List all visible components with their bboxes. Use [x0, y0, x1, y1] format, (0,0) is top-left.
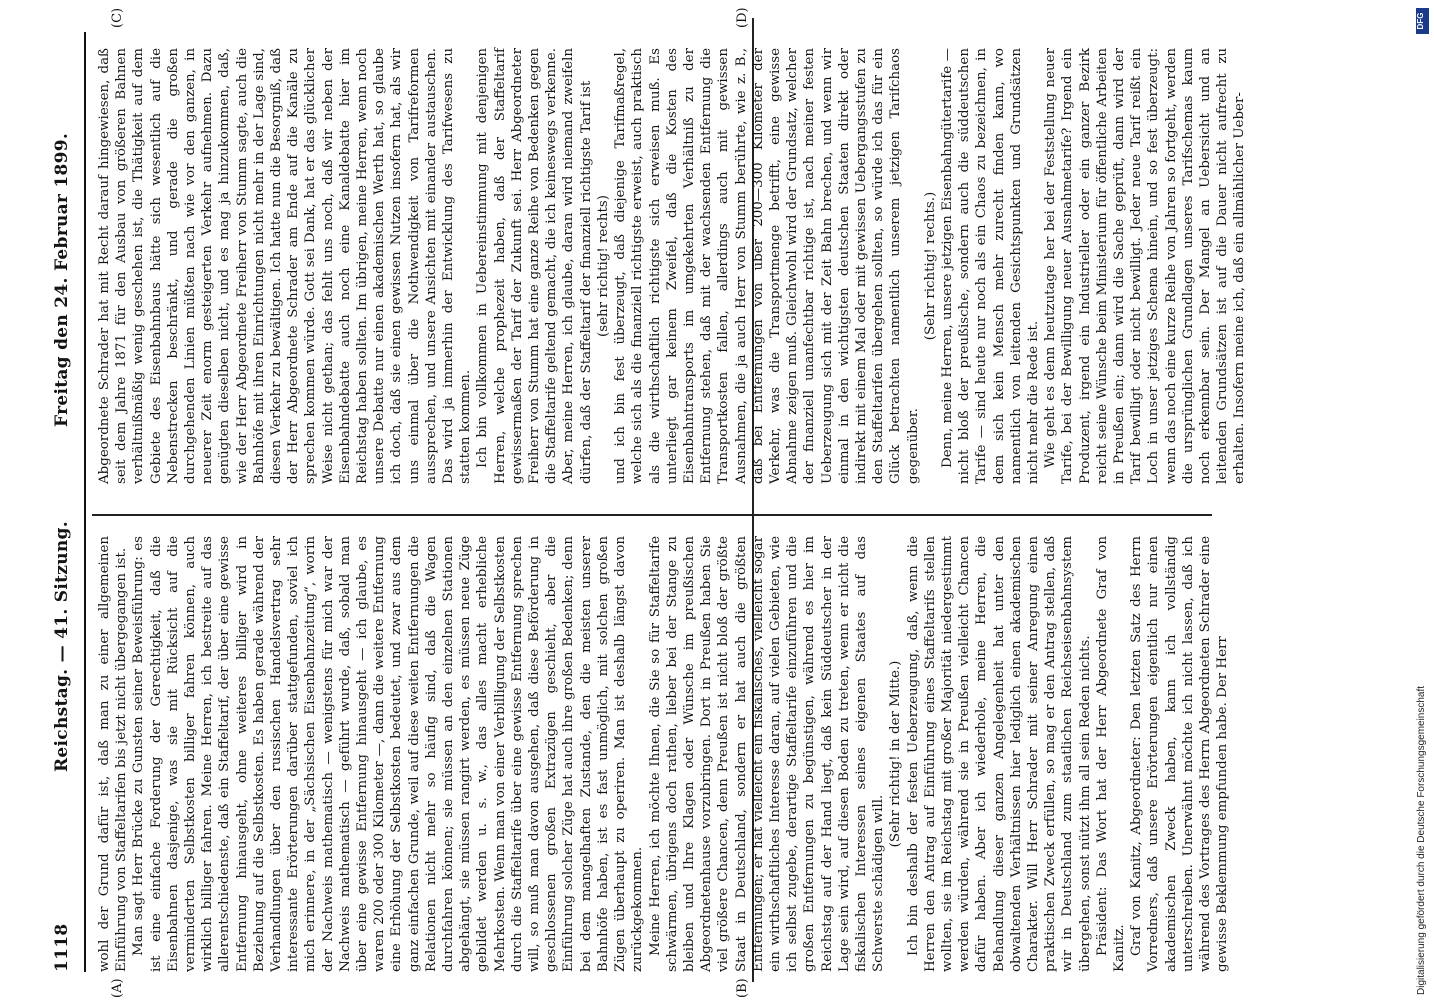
paragraph: Wie geht es denn heutzutage her bei der Feststellung neuer Tarife, bei der Bewilligung neuer Ausnahmetarife? Irgend ein Produzent, irgend ein Industrieller oder ein ganzer Bezirk reicht seine Wünsche beim Ministerium für öffentliche Arbeiten in Preußen ein; dann wird die Sache geprüft, dann wird der Tarif bewilligt oder nicht bewilligt. Jeder neue Tarif reißt ein Loch in unser jetziges Schema hinein, und so fest überzeugt: wenn das noch eine kurze Reihe von Jahren so fortgeht, werden die ursprünglichen Grundlagen unseres Tarifschemas kaum noch erkennbar sein. Der Mangel an Uebersicht und an leitenden Grundsätzen ist auf die Dauer nicht aufrecht zu erhalten. Insofern meine ich, daß ein allmählicher Ueber- — [1043, 48, 1248, 484]
margin-mark-d: (D) — [735, 7, 750, 28]
paragraph: Man sagt Herr Brücke zu Gunsten seiner Beweisführung: es ist eine einfache Forderung der Gerechtigkeit, daß die Eisenbahnen dasjenige, was sie mit Rücksicht auf die verminderten Selbstkosten billiger fahren können, auch wirklich billiger fahren. Meine Herren, ich bestreite auf das allerentschiedenste, daß ein Staffeltarif, der über eine gewisse Entfernung hinausgeht, ohne weiteres billiger wird in Beziehung auf die Selbstkosten. Es haben gerade während der Verhandlungen über den russischen Handelsvertrag sehr interessante Erörterungen darüber stattgefunden, soviel ich mich erinnere, in der „Sächsischen Eisenbahnzeitung“, worin der Nachweis mathematisch — wenigstens für mich war der Nachweis mathematisch — geführt wurde, daß, sobald man über eine gewisse Entfernung hinausgeht — ich glaube, es waren 200 oder 300 Kilometer —, dann die weitere Entfernung eine Erhöhung der Selbstkosten bedeutet, und zwar aus dem ganz einfachen Grunde, weil auf diese weiten Entfernungen die Relationen nicht mehr so häufig sind, daß die Wagen durchfahren können; sie müssen an den einzelnen Stationen abgehängt, sie müssen rangirt werden, es müssen neue Züge gebildet werden u. s. w., das alles macht erhebliche Mehrkosten. Wenn man von einer Verbilligung der Selbstkosten durch die Staffeltarife über eine gewisse Entfernung sprechen will, so muß man davon ausgehen, daß diese Beförderung in geschlossenen großen Extrazügen geschieht, aber die Einführung solcher Züge hat auch ihre großen Bedenken; denn bei dem mangelhaften Zustande, den die meisten unserer Bahnhöfe haben, ist es fast unmöglich, mit solchen großen Zügen überhaupt zu operiren. Man ist deshalb längst davon zurückgekommen. — [131, 536, 646, 972]
paragraph: Ich bin vollkommen in Uebereinstimmung mit denjenigen Herren, welche prophezeit haben, daß der Staffeltarif gewissermaßen der Tarif der Zukunft sei. Herr Abgeordneter Freiherr von Stumm hat eine ganze Reihe von Bedenken gegen die Staffeltarife geltend gemacht, die ich keineswegs verkenne. Aber, meine Herren, ich glaube, daran wird niemand zweifeln dürfen, daß der Staffeltarif der finanziell richtigste Tarif ist — [475, 48, 594, 484]
interjection: (sehr richtig! rechts) — [595, 195, 611, 337]
margin-mark-b: (B) — [735, 978, 750, 998]
header-rule — [84, 32, 86, 972]
left-column — [96, 536, 1231, 972]
page-number: 1118 — [52, 923, 72, 972]
column-divider — [92, 514, 1212, 516]
margin-mark-a: (A) — [110, 978, 125, 998]
speaker-paragraph: Präsident: Das Wort hat der Herr Abgeordnete Graf von Kanitz. — [1094, 536, 1127, 972]
interjection: (Sehr richtig! rechts.) — [922, 191, 938, 341]
funding-note: Digitalisierung gefördert durch die Deutsche Forschungsgemeinschaft — [1416, 685, 1427, 995]
paragraph: wohl der Grund dafür ist, daß man zu einer allgemeinen Einführung von Staffeltarifen bis jetzt nicht übergegangen ist. — [97, 536, 130, 972]
paragraph: Ich bin deshalb der festen Ueberzeugung, daß, wenn die Herren den Antrag auf Einführung eines Staffeltarifs stellen wollten, sie im Reichstag mit großer Majorität niedergestimmt werden würden, während sie in Preußen vielleicht Chancen dafür haben. Aber ich wiederhole, meine Herren, die Behandlung dieser ganzen Angelegenheit hat unter den obwaltenden Verhältnissen hier lediglich einen akademischen Charakter. Will Herr Schrader mit seiner Anregung einen praktischen Zweck erfüllen, so mag er den Antrag stellen, daß wir in Deutschland zum staatlichen Reichseisenbahnsystem übergehen, sonst nützt ihm all sein Reden nichts. — [905, 536, 1093, 972]
speaker-paragraph: Graf von Kanitz, Abgeordneter: Den letzten Satz des Herrn Vorredners, daß unsere Erörterungen eigentlich nur einen akademischen Zweck haben, kann ich vollständig unterschreiben. Unerwähnt möchte ich nicht lassen, daß ich während des Vortrages des Herrn Abgeordneten Schrader eine gewisse Beklemmung empfunden habe. Der Herr — [1129, 536, 1231, 972]
right-column — [96, 48, 1249, 484]
paragraph: Meine Herren, ich möchte Ihnen, die Sie so für Staffeltarife schwärmen, übrigens doch rathen, lieber bei der Stange zu bleiben und Ihre Klagen oder Wünsche im preußischen Abgeordnetenhause vorzubringen. Dort in Preußen haben Sie viel größere Chancen, denn Preußen ist nicht bloß der größte Staat in Deutschland, sondern er hat auch die größten Entfernungen; er hat vielleicht ein fiskalisches, vielleicht sogar ein wirthschaftliches Interesse daran, auf vielen Gebieten, wie ich selbst zugebe, derartige Staffeltarife einzuführen und die großen Entfernungen zu begünstigen, während es hier im Reichstag auf der Hand liegt, daß kein Süddeutscher in der Lage sein wird, auf diesen Boden zu treten, wenn er nicht die fiskalischen Interessen seines eigenen Staates auf das Schwerste schädigen will. — [647, 536, 887, 972]
margin-mark-c: (C) — [110, 7, 125, 28]
dfg-logo: DFG — [1416, 8, 1429, 34]
paragraph: und ich bin fest überzeugt, daß diejenige Tarifmaßregel, welche sich als die finanziell richtigste erweist, auch praktisch als die wirthschaftlich richtigste sich erweisen muß. Es unterliegt gar keinem Zweifel, daß die Kosten des Eisenbahntransports im umgekehrten Verhältniß zu der Entfernung stehen, daß mit der wachsenden Entfernung die Transportkosten fallen, allerdings auch mit gewissen Ausnahmen, die ja auch Herr von Stumm berührte, wie z. B., daß bei Entfernungen von über 200—300 Kilometer der Verkehr, was die Transportmenge betrifft, eine gewisse Abnahme zeigen muß. Gleichwohl wird der Grundsatz, welcher der finanziell unanfechtbar richtige ist, nach meiner festen Ueberzeugung sich mit der Zeit Bahn brechen, und wenn wir einmal in den wichtigsten deutschen Staaten direkt oder indirekt mit einem Mal oder mit gewissen Uebergangsstufen zu den Staffeltarifen übergehen sollten, so würde ich das für ein Glück betrachten namentlich unserem jetzigen Tarifchaos gegenüber. — [613, 48, 921, 484]
session-date: Freitag den 24. Februar 1899. — [52, 132, 72, 427]
paragraph: Denn, meine Herren, unsere jetzigen Eisenbahngütertarife — nicht bloß der preußische, sondern auch die süddeutschen Tarife — sind heute nur noch als ein Chaos zu bezeichnen, in dem sich kein Mensch mehr zurecht finden kann, wo namentlich von leitenden Gesichtspunkten und Grundsätzen nicht mehr die Rede ist. — [939, 48, 1041, 484]
paragraph: Abgeordnete Schrader hat mit Recht darauf hingewiesen, daß seit dem Jahre 1871 für den Ausbau von größeren Bahnen verhältnißmäßig wenig geschehen ist, die Thätigkeit auf dem Gebiete des Eisenbahnbaus hätte sich wesentlich auf die Nebenstrecken beschränkt, und gerade die großen durchgehenden Linien müßten nach wie vor den ganzen, in neuerer Zeit enorm gesteigerten Verkehr aufnehmen. Dazu genügten dieselben nicht, und es mag ja hinzukommen, daß, wie der Herr Abgeordnete Freiherr von Stumm sagte, auch die Bahnhöfe mit ihren Einrichtungen nicht mehr in der Lage sind, diesen Verkehr zu bewältigen. Ich hatte nun die Besorgniß, daß der Herr Abgeordnete Schrader am Ende auf die Kanäle zu sprechen kommen würde. Gott sei Dank, hat er das glücklicher Weise nicht gethan; das fehlt uns noch, daß wir neben der Eisenbahndebatte auch noch eine Kanaldebatte hier im Reichstag haben sollten. Im übrigen, meine Herren, wenn noch unsere Debatte nur einen akademischen Werth hat, so glaube ich doch, daß sie einen gewissen Nutzen insofern hat, als wir uns einmal über die Nothwendigkeit von Tarifreformen aussprechen, und unsere Ansichten mit einander austauschen. Das wird ja immerhin der Entwicklung des Tarifwesens zu statten kommen. — [97, 48, 474, 484]
session-title: Reichstag. — 41. Sitzung. — [52, 521, 72, 772]
running-header — [52, 36, 74, 972]
interjection: (Sehr richtig! in der Mitte.) — [888, 660, 904, 848]
